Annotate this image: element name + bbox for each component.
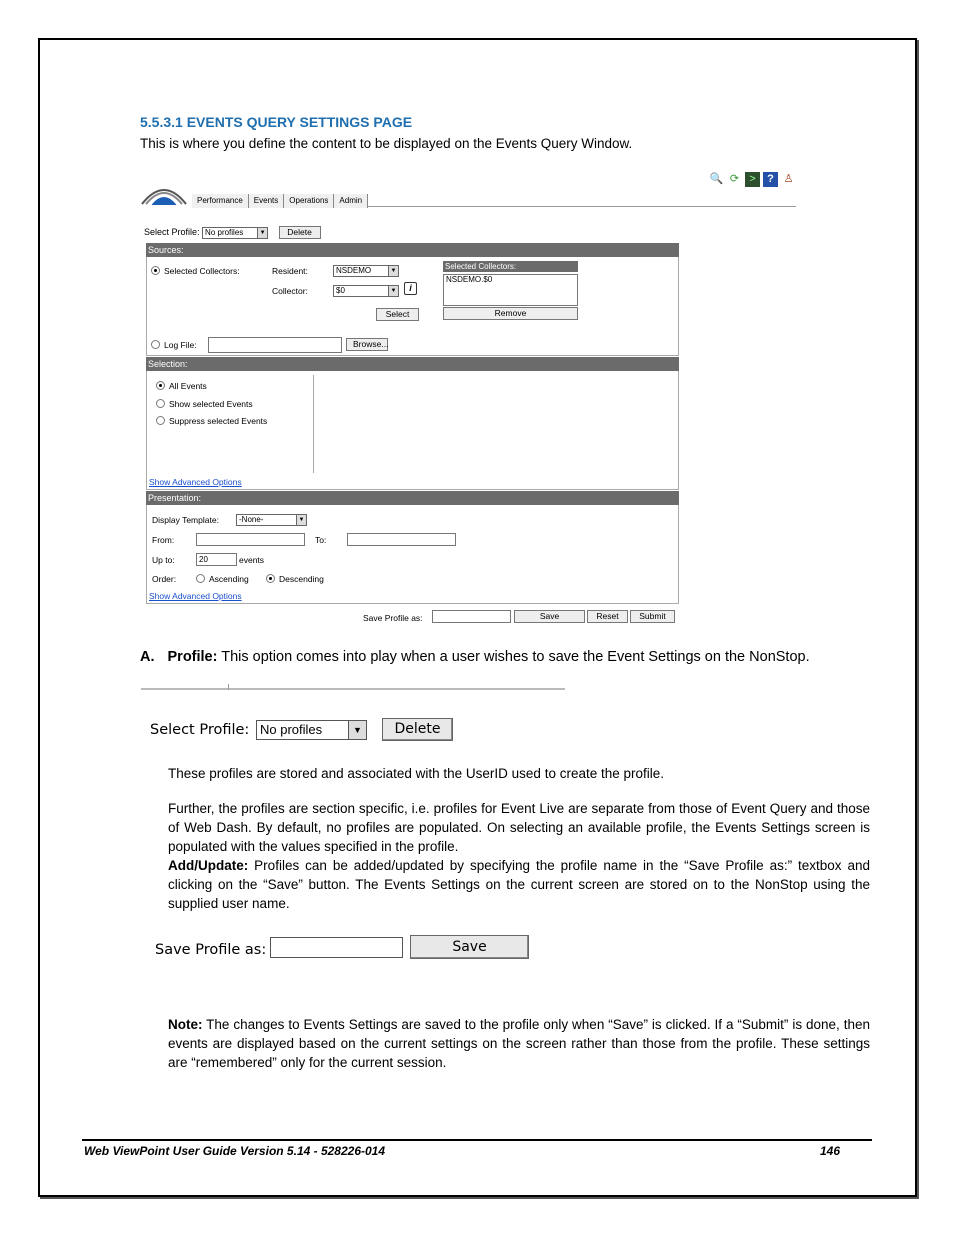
radio-unselected-icon	[156, 416, 165, 425]
footer-page-number: 146	[820, 1144, 841, 1158]
show-selected-option[interactable]	[156, 399, 253, 409]
log-file-text: Log File:	[164, 340, 197, 350]
order-label: Order:	[152, 574, 177, 584]
zoom-divider-tick	[228, 684, 229, 690]
save-button[interactable]: Save	[514, 610, 585, 623]
zoom-select-profile-value: No profiles	[260, 722, 323, 737]
sources-panel	[146, 257, 679, 356]
show-advanced-options-link[interactable]: Show Advanced Options	[149, 591, 242, 601]
descending-option[interactable]	[266, 574, 324, 584]
chevron-down-icon: ▼	[296, 515, 306, 525]
app-header	[140, 166, 796, 208]
search-icon[interactable]: 🔍	[709, 173, 724, 185]
chevron-down-icon: ▼	[257, 228, 267, 238]
zoom-select-profile-dropdown[interactable]	[256, 720, 367, 740]
radio-unselected-icon	[196, 574, 205, 583]
all-events-option[interactable]	[156, 381, 207, 391]
paragraph-profiles-stored: These profiles are stored and associated with the UserID used to create the profile.	[168, 766, 665, 781]
selected-collectors-option[interactable]	[151, 266, 240, 276]
reset-button[interactable]: Reset	[587, 610, 628, 623]
display-template-dropdown[interactable]	[236, 514, 307, 526]
selected-collectors-list[interactable]	[443, 274, 578, 306]
radio-selected-icon	[151, 266, 160, 275]
browse-button[interactable]: Browse...	[346, 338, 388, 351]
remove-button[interactable]: Remove	[443, 307, 578, 320]
zoom-delete-button[interactable]: Delete	[382, 718, 453, 741]
collector-dropdown[interactable]	[333, 285, 399, 297]
refresh-icon[interactable]: ⟳	[729, 173, 740, 185]
divider	[313, 375, 314, 473]
selected-collectors-box-header: Selected Collectors:	[443, 261, 578, 272]
collector-label: Collector:	[272, 286, 308, 296]
help-icon[interactable]: ?	[763, 172, 778, 187]
show-advanced-options-link[interactable]: Show Advanced Options	[149, 477, 242, 487]
resident-dropdown[interactable]	[333, 265, 399, 277]
selected-collector-item[interactable]: NSDEMO.$0	[446, 275, 493, 284]
select-button[interactable]: Select	[376, 308, 419, 321]
radio-unselected-icon	[151, 340, 160, 349]
item-a-title: Profile:	[167, 649, 218, 665]
descending-text: Descending	[279, 574, 324, 584]
to-label: To:	[315, 535, 327, 545]
chevron-down-icon: ▼	[388, 266, 398, 276]
save-profile-label: Save Profile as:	[363, 613, 423, 623]
tab-events[interactable]: Events	[249, 194, 284, 208]
suppress-selected-option[interactable]	[156, 416, 267, 426]
display-template-label: Display Template:	[152, 515, 219, 525]
sources-header: Sources:	[146, 243, 679, 257]
section-heading: 5.5.3.1 EVENTS QUERY SETTINGS PAGE	[140, 114, 413, 130]
zoom-select-profile-label: Select Profile:	[150, 722, 250, 738]
log-file-option[interactable]	[151, 340, 197, 350]
app-logo-icon	[140, 178, 188, 208]
tab-operations[interactable]: Operations	[284, 194, 334, 208]
add-update-text: Profiles can be added/updated by specifying the profile name in the “Save Profile as:” textbox and clicking on the “Save” button. The Events Settings on the current screen are stored on to the NonStop using the supplied user name.	[168, 858, 870, 911]
item-a	[140, 649, 810, 665]
selected-collectors-text: Selected Collectors:	[164, 266, 240, 276]
to-input[interactable]	[347, 533, 456, 546]
paragraph-note	[168, 1015, 870, 1072]
selection-panel	[146, 371, 679, 490]
presentation-header: Presentation:	[146, 491, 679, 505]
suppress-selected-text: Suppress selected Events	[169, 416, 268, 426]
collector-value: $0	[336, 286, 345, 295]
select-profile-value: No profiles	[205, 227, 244, 237]
ascending-option[interactable]	[196, 574, 249, 584]
radio-unselected-icon	[156, 399, 165, 408]
from-input[interactable]	[196, 533, 305, 546]
ascending-text: Ascending	[209, 574, 249, 584]
user-icon[interactable]: ♙	[783, 173, 794, 185]
submit-button[interactable]: Submit	[630, 610, 675, 623]
select-profile-label: Select Profile:	[144, 226, 200, 237]
zoom-save-profile-label: Save Profile as:	[155, 942, 267, 958]
chevron-down-icon: ▼	[348, 721, 366, 739]
presentation-panel	[146, 505, 679, 604]
nav-strip	[192, 172, 796, 207]
selection-header: Selection:	[146, 357, 679, 371]
radio-selected-icon	[156, 381, 165, 390]
toolbar-icons	[709, 172, 796, 187]
footer-doc-title: Web ViewPoint User Guide Version 5.14 - 528226-014	[84, 1144, 386, 1158]
delete-button[interactable]: Delete	[279, 226, 321, 239]
paragraph-section-specific: Further, the profiles are section specific, i.e. profiles for Event Live are separate from those of Event Query and those of Web Dash. By default, no profiles are populated. On selecting an available profile, the Events Settings screen is populated with the values specified in the profile.	[168, 801, 870, 854]
log-file-input[interactable]	[208, 337, 342, 353]
chevron-down-icon: ▼	[388, 286, 398, 296]
add-update-title: Add/Update:	[168, 858, 249, 873]
select-profile-row	[144, 226, 321, 239]
nav-tabs	[192, 194, 368, 208]
note-text: The changes to Events Settings are saved to the profile only when “Save” is clicked. If a “Submit” is done, then events are displayed based on the current settings on the screen rather than those from the profile. These settings are “remembered” only for the current session.	[168, 1017, 870, 1070]
upto-input[interactable]: 20	[196, 553, 237, 566]
save-profile-input[interactable]	[432, 610, 511, 623]
note-title: Note:	[168, 1017, 203, 1032]
upto-label: Up to:	[152, 555, 175, 565]
zoom-save-profile-input[interactable]	[270, 937, 403, 958]
zoom-save-button[interactable]: Save	[410, 935, 529, 959]
item-a-marker: A.	[140, 649, 155, 665]
radio-selected-icon	[266, 574, 275, 583]
resident-label: Resident:	[272, 266, 308, 276]
tab-performance[interactable]: Performance	[192, 194, 249, 208]
paragraph-add-update	[168, 856, 870, 913]
zoom-divider	[141, 688, 565, 690]
tab-admin[interactable]: Admin	[334, 194, 368, 208]
terminal-icon[interactable]: >	[745, 172, 760, 187]
show-selected-text: Show selected Events	[169, 399, 253, 409]
all-events-text: All Events	[169, 381, 207, 391]
section-intro: This is where you define the content to be displayed on the Events Query Window.	[140, 136, 633, 151]
select-profile-dropdown[interactable]	[202, 227, 268, 239]
resident-value: NSDEMO	[336, 266, 372, 275]
footer-rule	[82, 1139, 872, 1141]
item-a-text: This option comes into play when a user wishes to save the Event Settings on the NonStop.	[217, 649, 810, 665]
from-label: From:	[152, 535, 175, 545]
info-icon[interactable]: i	[404, 282, 417, 295]
events-label: events	[239, 555, 265, 565]
display-template-value: -None-	[239, 515, 264, 524]
